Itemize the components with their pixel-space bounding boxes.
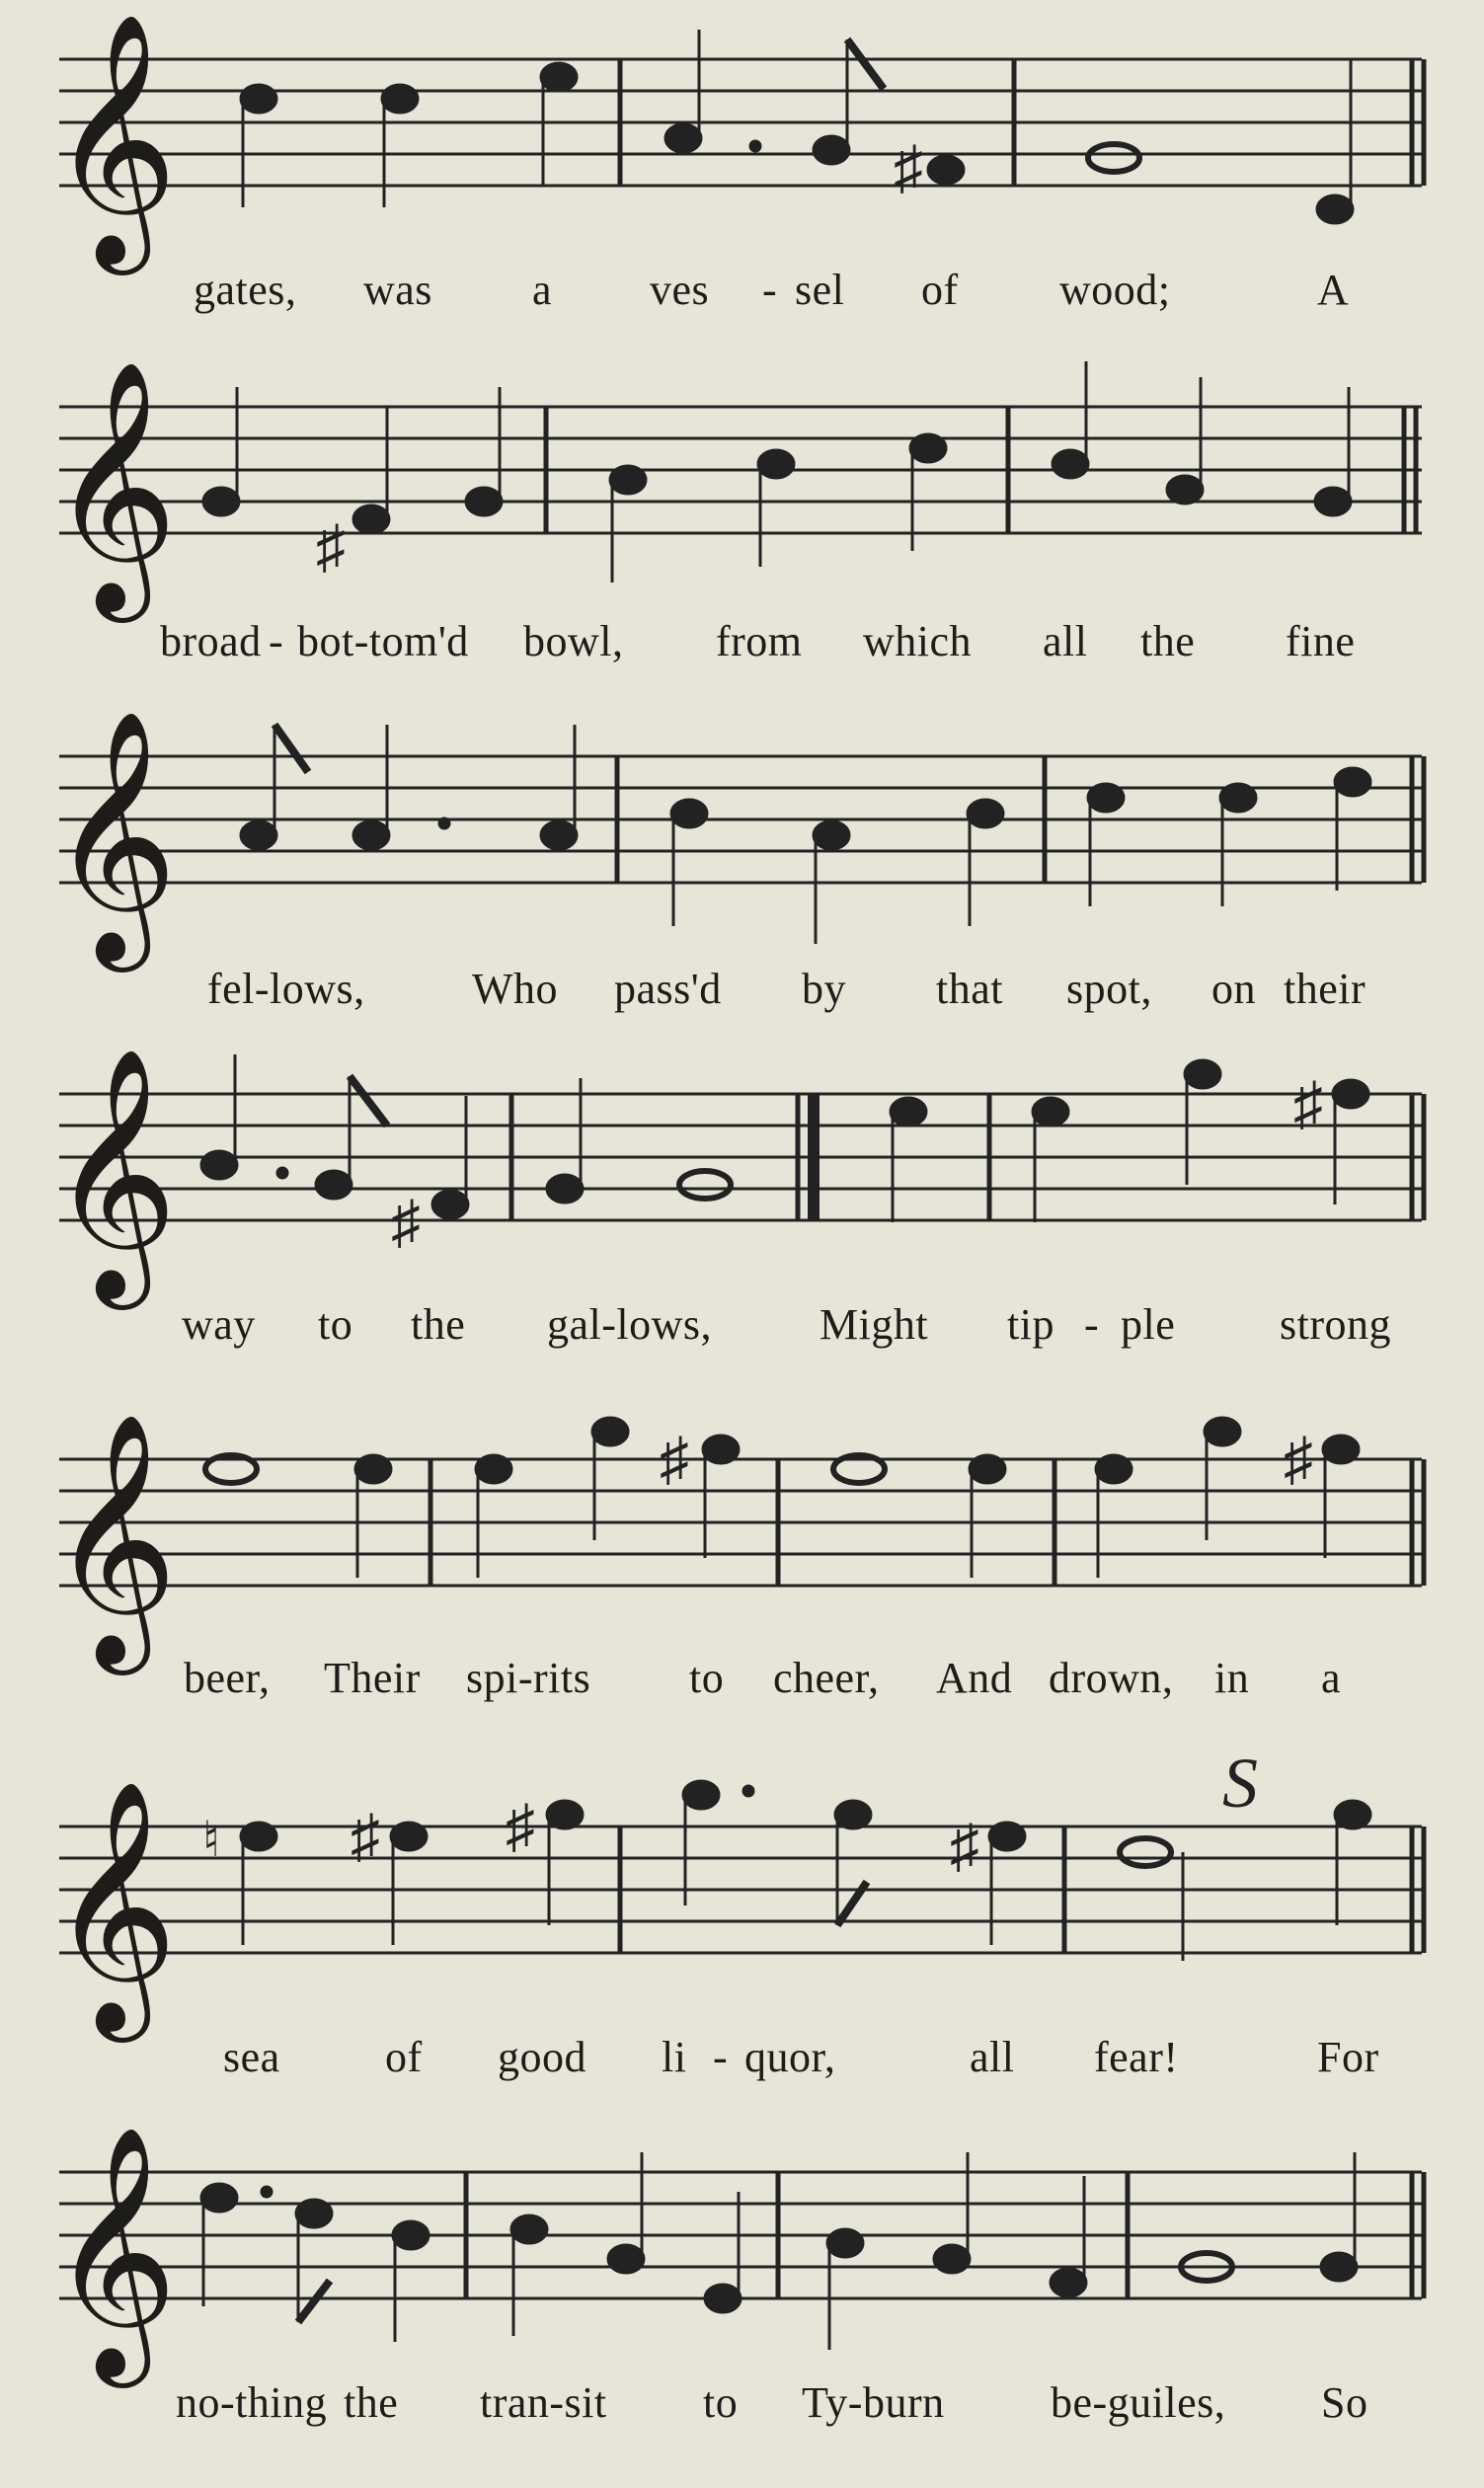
lyric-syllable: For [1317, 2033, 1379, 2081]
lyric-syllable: cheer, [773, 1654, 880, 1702]
lyric-syllable: li [662, 2033, 687, 2081]
lyric-syllable: sea [223, 2033, 280, 2081]
lyric-syllable: strong [1280, 1300, 1391, 1349]
lyric-syllable: the [344, 2378, 399, 2427]
lyric-syllable: good [498, 2033, 586, 2081]
lyric-syllable: bot-tom'd [297, 617, 469, 665]
svg-text:♯: ♯ [1284, 1427, 1313, 1492]
staff-2 [0, 348, 1484, 611]
svg-text:♯: ♯ [506, 1794, 535, 1859]
lyric-syllable: wood; [1059, 266, 1171, 314]
lyric-syllable: their [1284, 965, 1367, 1013]
lyric-syllable: bowl, [523, 617, 624, 665]
lyric-syllable: Who [472, 965, 559, 1013]
notes-4 [201, 1054, 1368, 1255]
lyric-syllable: fine [1286, 617, 1356, 665]
lyric-syllable: in [1214, 1654, 1250, 1702]
lyric-syllable: beer, [184, 1654, 271, 1702]
lyric-syllable: tran-sit [480, 2378, 607, 2427]
lyric-syllable: to [318, 1300, 353, 1349]
treble-clef-icon: 𝄞 [49, 358, 179, 611]
lyric-syllable: drown, [1049, 1654, 1174, 1702]
lyric-syllable: fear! [1094, 2033, 1179, 2081]
staff-7 [0, 2113, 1484, 2376]
lyric-syllable: spi-rits [466, 1654, 591, 1702]
svg-text:♮: ♮ [202, 1812, 220, 1867]
lyric-syllable: all [1043, 617, 1088, 665]
lyric-syllable: which [863, 617, 973, 665]
segno-icon: S [1222, 1744, 1258, 1823]
lyric-syllable: A [1317, 266, 1350, 314]
lyric-syllable: was [363, 266, 432, 314]
lyric-syllable: pass'd [614, 965, 722, 1013]
lyric-syllable: broad [160, 617, 262, 665]
lyric-syllable: gal-lows, [547, 1300, 713, 1349]
treble-clef-icon: 𝄞 [49, 11, 179, 264]
lyric-syllable: by [802, 965, 846, 1013]
lyric-syllable: - [762, 266, 778, 314]
staff-6 [0, 1744, 1484, 2034]
lyric-syllable: be-guiles, [1051, 2378, 1226, 2427]
lyric-syllable: to [703, 2378, 739, 2427]
lyric-syllable: Ty-burn [802, 2378, 945, 2427]
lyric-syllable: from [716, 617, 803, 665]
lyric-syllable: on [1211, 965, 1256, 1013]
treble-clef-icon: 𝄞 [49, 1411, 179, 1664]
lyric-syllable: And [936, 1654, 1013, 1702]
notes-2 [203, 361, 1351, 583]
lyric-syllable: all [970, 2033, 1015, 2081]
svg-text:♯: ♯ [316, 514, 346, 580]
lyric-syllable: Their [324, 1654, 421, 1702]
lyric-syllable: - [713, 2033, 729, 2081]
lyric-syllable: that [936, 965, 1003, 1013]
staff-5 [0, 1400, 1484, 1664]
treble-clef-icon: 𝄞 [49, 1046, 179, 1298]
lyric-syllable: of [921, 266, 959, 314]
lyric-syllable: sel [795, 266, 845, 314]
svg-text:♯: ♯ [894, 135, 923, 200]
svg-text:♯: ♯ [660, 1427, 689, 1492]
lyric-syllable: - [269, 617, 284, 665]
svg-text:♯: ♯ [950, 1814, 979, 1879]
lyric-syllable: So [1321, 2378, 1368, 2427]
lyric-syllable: the [1140, 617, 1196, 665]
lyric-syllable: fel-lows, [207, 965, 365, 1013]
lyric-syllable: a [532, 266, 553, 314]
lyric-syllable: a [1321, 1654, 1342, 1702]
treble-clef-icon: 𝄞 [49, 1778, 179, 2031]
lyric-syllable: Might [820, 1300, 929, 1349]
lyric-syllable: way [182, 1300, 256, 1349]
lyric-syllable: the [411, 1300, 466, 1349]
lyric-syllable: to [689, 1654, 725, 1702]
lyric-syllable: gates, [194, 266, 297, 314]
treble-clef-icon: 𝄞 [49, 708, 179, 961]
lyric-syllable: of [385, 2033, 423, 2081]
lyric-syllable: no-thing [176, 2378, 328, 2427]
staff-3 [0, 697, 1484, 961]
svg-text:♯: ♯ [351, 1804, 380, 1869]
lyric-syllable: quor, [744, 2033, 836, 2081]
svg-text:♯: ♯ [391, 1190, 421, 1255]
lyric-syllable: - [1084, 1300, 1100, 1349]
lyric-syllable: ves [650, 266, 710, 314]
svg-text:♯: ♯ [1293, 1071, 1323, 1136]
lyric-syllable: ple [1121, 1300, 1176, 1349]
lyric-syllable: tip [1007, 1300, 1054, 1349]
staff-4 [0, 1035, 1484, 1298]
notes-6 [202, 1781, 1370, 1961]
lyric-syllable: spot, [1066, 965, 1152, 1013]
treble-clef-icon: 𝄞 [49, 2124, 179, 2376]
staff-1 [0, 0, 1484, 264]
